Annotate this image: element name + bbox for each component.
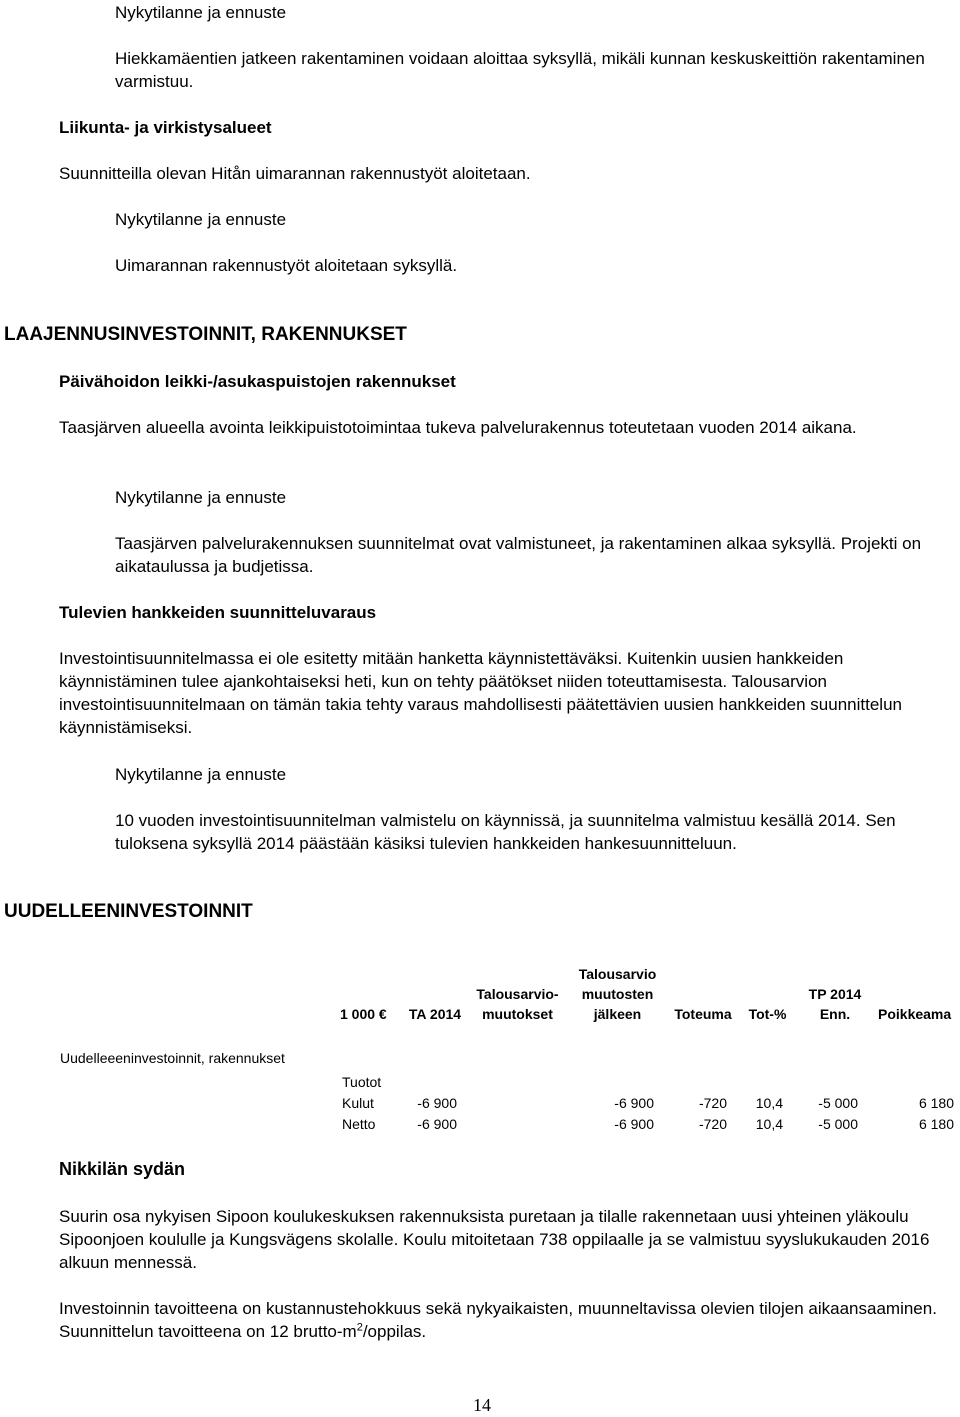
header-actual: Toteuma [674,1006,732,1022]
heading-suunnitteluvaraus: Tulevien hankkeiden suunnitteluvaraus [59,603,377,622]
header-after: Talousarvio muutosten jälkeen [578,966,657,1022]
header-changes: Talousarvio- muutokset [476,986,559,1022]
header-unit: 1 000 € [340,1006,387,1022]
cell-after: -6 900 [614,1116,654,1132]
heading-paivahoito: Päivähoidon leikki-/asukaspuistojen rakennukset [59,372,456,391]
cell-ta: -6 900 [417,1095,457,1111]
text-nikkila-1: Suurin osa nykyisen Sipoon koulukeskuksen rakennuksista puretaan ja tilalle rakennetaan uusi yhteinen yläkoulu Sipoonjoen koululle ja Kungsvägens skolalle. Koulu mitoitetaan 738 oppilaalle ja se valmistuu syyslukukauden 2016 alkuun mennessä. [59,1207,930,1272]
section-title-uudelleen: UUDELLEENINVESTOINNIT [4,901,253,922]
page-number: 14 [473,1395,491,1415]
cell-diff: 6 180 [918,1116,954,1132]
status-text-2: Uimarannan rakennustyöt aloitetaan syksyllä. [115,256,458,275]
text-liikunta: Suunnitteilla olevan Hitån uimarannan rakennustyöt aloitetaan. [59,164,531,183]
cell-pct: 10,4 [755,1116,783,1132]
header-tp: TP 2014 Enn. [808,986,862,1022]
status-heading-2: Nykytilanne ja ennuste [115,210,287,229]
row-label: Kulut [342,1095,374,1111]
header-pct: Tot-% [748,1006,787,1022]
status-heading-4: Nykytilanne ja ennuste [115,765,287,784]
cell-after: -6 900 [614,1095,654,1111]
cell-ta: -6 900 [417,1116,457,1132]
status-heading-3: Nykytilanne ja ennuste [115,488,287,507]
row-label: Netto [342,1116,376,1132]
status-text-3: Taasjärven palvelurakennuksen suunnitelmat ovat valmistuneet, ja rakentaminen alkaa syksyllä. Projekti on aikataulussa ja budjetissa. [115,534,922,576]
cell-pct: 10,4 [755,1095,783,1111]
section-title-laajennus: LAAJENNUSINVESTOINNIT, RAKENNUKSET [4,324,407,345]
text-suunnitteluvaraus: Investointisuunnitelmassa ei ole esitetty mitään hanketta käynnistettäväksi. Kuitenkin uusien hankkeiden käynnistäminen tulee ajankohtaiseksi heti, kun on tehty päätökset niiden toteuttamisesta. Talousarvion investointisuunnitelmaan on tämän takia tehty varaus mahdollisesti päätettävien uusien hankkeiden suunnittelun käynnistämiseksi. [59,649,902,737]
status-heading-1: Nykytilanne ja ennuste [115,3,287,22]
header-ta: TA 2014 [408,1006,462,1022]
cell-diff: 6 180 [918,1095,954,1111]
heading-nikkila: Nikkilän sydän [59,1159,186,1179]
row-group-label: Uudelleeeninvestoinnit, rakennukset [60,1050,285,1066]
cell-tp: -5 000 [818,1116,858,1132]
cell-actual: -720 [698,1095,727,1111]
cell-actual: -720 [698,1116,727,1132]
text-paivahoito: Taasjärven alueella avointa leikkipuistotoimintaa tukeva palvelurakennus toteutetaan vuoden 2014 aikana. [59,418,857,437]
cell-tp: -5 000 [818,1095,858,1111]
heading-liikunta: Liikunta- ja virkistysalueet [59,118,272,137]
status-text-1: Hiekkamäentien jatkeen rakentaminen voidaan aloittaa syksyllä, mikäli kunnan keskuskeittiön rakentaminen varmistuu. [115,49,925,91]
text-nikkila-2: Investoinnin tavoitteena on kustannustehokkuus sekä nykyaikaisten, muunneltavissa olevien tilojen aikaansaaminen. Suunnittelun tavoitteena on 12 brutto-$m^2$/oppilas. [59,1299,937,1341]
row-label: Tuotot [342,1074,382,1090]
status-text-4: 10 vuoden investointisuunnitelman valmistelu on käynnissä, ja suunnitelma valmistuu kesällä 2014. Sen tuloksena syksyllä 2014 päästään käsiksi tulevien hankkeiden hankesuunnitteluun. [115,811,896,853]
header-diff: Poikkeama [878,1006,952,1022]
